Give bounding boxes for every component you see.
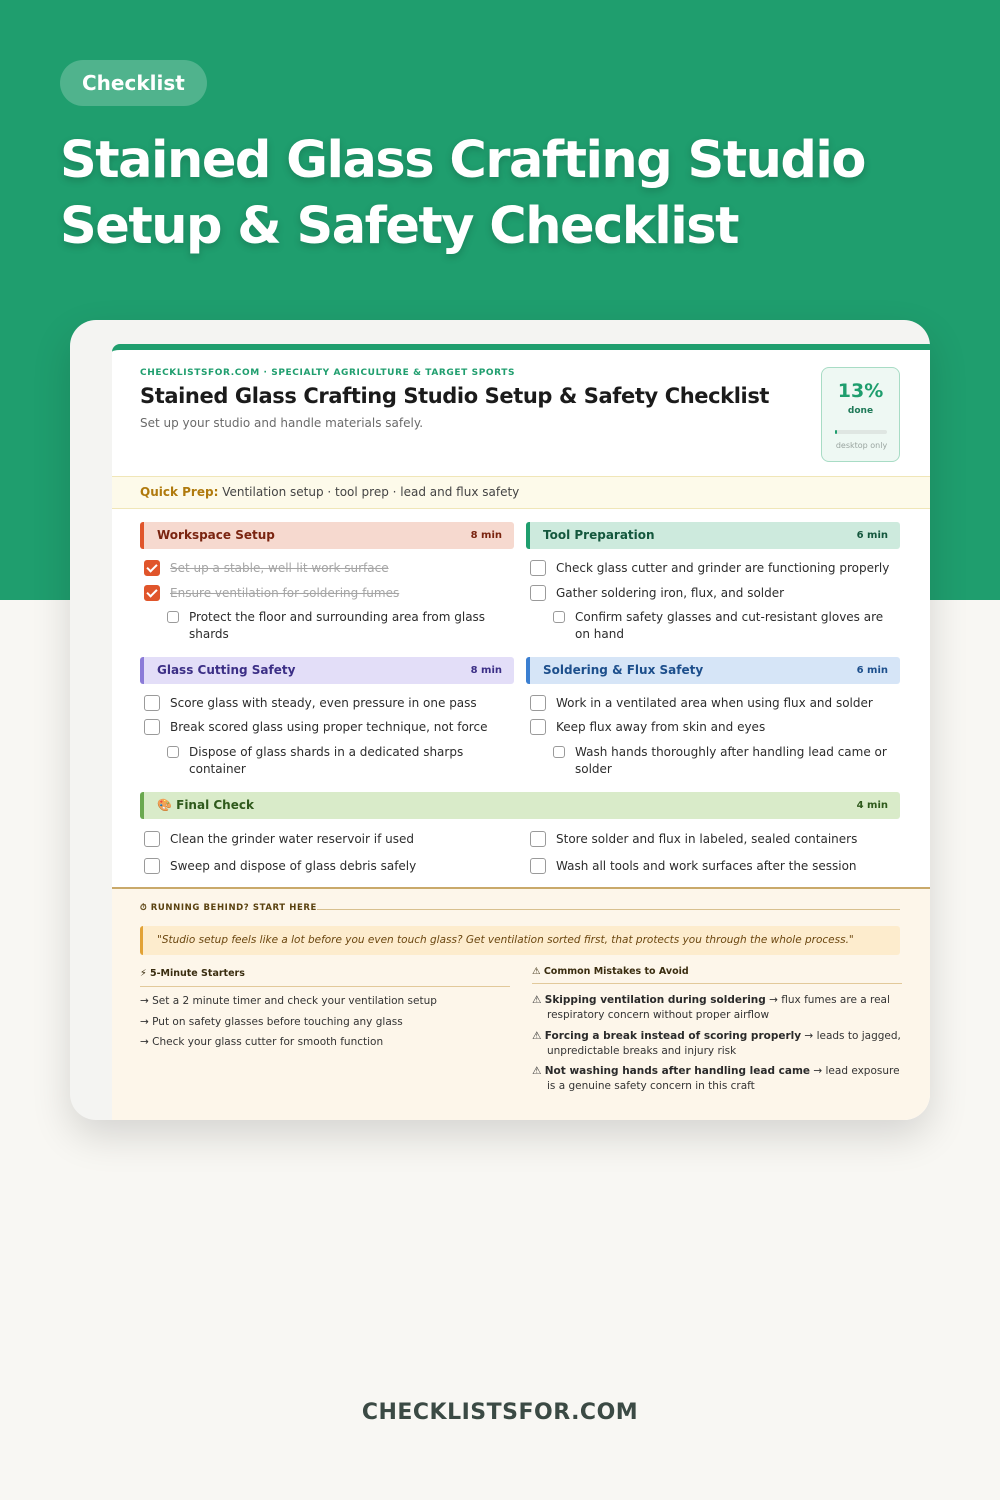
footer-site-name[interactable]: CHECKLISTSFOR.COM (361, 1400, 639, 1425)
section-header[interactable] (140, 657, 514, 684)
device-frame (70, 320, 930, 1120)
section-title: Glass Cutting Safety (157, 663, 296, 677)
mistake-item: ⚠ Skipping ventilation during soldering → flux fumes are a real respiratory concern without proper airflow (532, 993, 902, 1023)
starter-item: → Check your glass cutter for smooth function (140, 1036, 384, 1048)
checklist-sheet (112, 344, 930, 1120)
checkbox[interactable] (144, 585, 160, 601)
checkbox[interactable] (530, 695, 546, 711)
section-final-check (140, 792, 900, 819)
section-title: Tool Preparation (543, 528, 655, 542)
mistake-detail-continued: unpredictable breaks and injury risk (547, 1045, 737, 1057)
mistake-item: ⚠ Not washing hands after handling lead came → lead exposure is a genuine safety concern in this craft (532, 1064, 902, 1094)
divider (532, 983, 902, 984)
item-label: Dispose of glass shards in a dedicated sharps (189, 745, 464, 759)
hero-title-line-1: Stained Glass Crafting Studio (60, 131, 865, 190)
item-label: Gather soldering iron, flux, and solder (556, 586, 785, 600)
checkbox[interactable] (553, 611, 565, 623)
item-label: Break scored glass using proper technique, not force (170, 720, 488, 734)
item-label-continued: shards (189, 627, 229, 641)
progress-bar (835, 430, 887, 434)
checkbox[interactable] (530, 560, 546, 576)
item-label: Work in a ventilated area when using flux and solder (556, 696, 873, 710)
section-title: Soldering & Flux Safety (543, 663, 704, 677)
progress-done-label: done (847, 406, 874, 416)
starter-item: → Set a 2 minute timer and check your ventilation setup (140, 995, 437, 1007)
item-label: Check glass cutter and grinder are functioning properly (556, 561, 890, 575)
progress-note: desktop only (835, 441, 888, 450)
mistake-title: Skipping ventilation during soldering (544, 994, 766, 1006)
section-time: 6 min (856, 530, 888, 541)
mistake-title: Forcing a break instead of scoring properly (544, 1030, 802, 1042)
item-label: Store solder and flux in labeled, sealed containers (556, 832, 858, 846)
section-tool-preparation (526, 522, 900, 549)
mistake-detail-continued: is a genuine safety concern in this craft (547, 1080, 755, 1092)
item-label: Confirm safety glasses and cut-resistant gloves are (575, 610, 884, 624)
section-time: 6 min (856, 665, 888, 676)
progress-widget (821, 367, 900, 462)
checkbox[interactable] (144, 560, 160, 576)
checkbox[interactable] (530, 719, 546, 735)
quick-prep-text: Ventilation setup · tool prep · lead and flux safety (222, 485, 520, 499)
item-label: Wash all tools and work surfaces after the session (556, 859, 857, 873)
item-label: Score glass with steady, even pressure in one pass (170, 696, 477, 710)
item-label: Protect the floor and surrounding area from glass (189, 610, 486, 624)
progress-bar-fill (835, 430, 837, 434)
mistakes-title: ⚠ Common Mistakes to Avoid (532, 966, 689, 977)
progress-percent: 13% (837, 380, 884, 402)
section-soldering-flux-safety (526, 657, 900, 684)
mistake-detail: → flux fumes are a real (765, 994, 890, 1006)
sheet-subtitle: Set up your studio and handle materials safely. (140, 416, 424, 430)
checkbox[interactable] (167, 611, 179, 623)
encouragement-quote: "Studio setup feels like a lot before you even touch glass? Get ventilation sorted first, that protects you through the whole process." (140, 926, 900, 955)
mistake-detail-continued: respiratory concern without proper airflow (547, 1009, 770, 1021)
item-label-continued: on hand (575, 627, 624, 641)
section-title: 🎨 Final Check (157, 798, 254, 812)
site-breadcrumb[interactable]: CHECKLISTSFOR.COM · SPECIALTY AGRICULTURE & TARGET SPORTS (140, 368, 516, 378)
section-header[interactable] (140, 522, 514, 549)
checkbox[interactable] (144, 831, 160, 847)
checkbox[interactable] (167, 746, 179, 758)
section-glass-cutting-safety (140, 657, 514, 684)
quick-prep-banner (112, 476, 930, 509)
item-label-continued: container (189, 762, 246, 776)
starter-item: → Put on safety glasses before touching any glass (140, 1016, 403, 1028)
running-behind-panel (112, 887, 930, 1120)
section-workspace-setup (140, 522, 514, 549)
starters-title: ⚡ 5-Minute Starters (140, 968, 245, 979)
item-label: Clean the grinder water reservoir if used (170, 832, 414, 846)
hero-title (60, 128, 960, 260)
checkbox[interactable] (144, 719, 160, 735)
checkbox[interactable] (530, 831, 546, 847)
mistake-detail: → lead exposure (810, 1065, 900, 1077)
checkbox[interactable] (553, 746, 565, 758)
checkbox[interactable] (530, 585, 546, 601)
checkbox[interactable] (144, 858, 160, 874)
running-behind-label: ⏱ RUNNING BEHIND? START HERE (140, 903, 317, 913)
sheet-title: Stained Glass Crafting Studio Setup & Safety Checklist (140, 384, 770, 408)
quick-prep-label: Quick Prep: (140, 485, 219, 499)
section-header[interactable] (140, 792, 900, 819)
divider (317, 909, 900, 910)
mistake-title: Not washing hands after handling lead came (544, 1065, 811, 1077)
section-header[interactable] (526, 522, 900, 549)
hero-title-line-2: Setup & Safety Checklist (60, 197, 738, 256)
item-label: Sweep and dispose of glass debris safely (170, 859, 417, 873)
category-badge: Checklist (60, 60, 207, 106)
item-label: Ensure ventilation for soldering fumes (170, 586, 400, 600)
section-time: 8 min (470, 665, 502, 676)
mistake-item: ⚠ Forcing a break instead of scoring properly → leads to jagged, unpredictable breaks and injury risk (532, 1030, 901, 1057)
divider (140, 986, 510, 987)
item-label: Keep flux away from skin and eyes (556, 720, 766, 734)
section-time: 8 min (470, 530, 502, 541)
section-title: Workspace Setup (157, 528, 275, 542)
section-header[interactable] (526, 657, 900, 684)
checkbox[interactable] (530, 858, 546, 874)
section-time: 4 min (856, 800, 888, 811)
item-label-continued: solder (575, 762, 612, 776)
item-label: Wash hands thoroughly after handling lead came or (575, 745, 887, 759)
mistake-detail: → leads to jagged, (801, 1030, 901, 1042)
checkbox[interactable] (144, 695, 160, 711)
item-label: Set up a stable, well-lit work surface (170, 561, 389, 575)
